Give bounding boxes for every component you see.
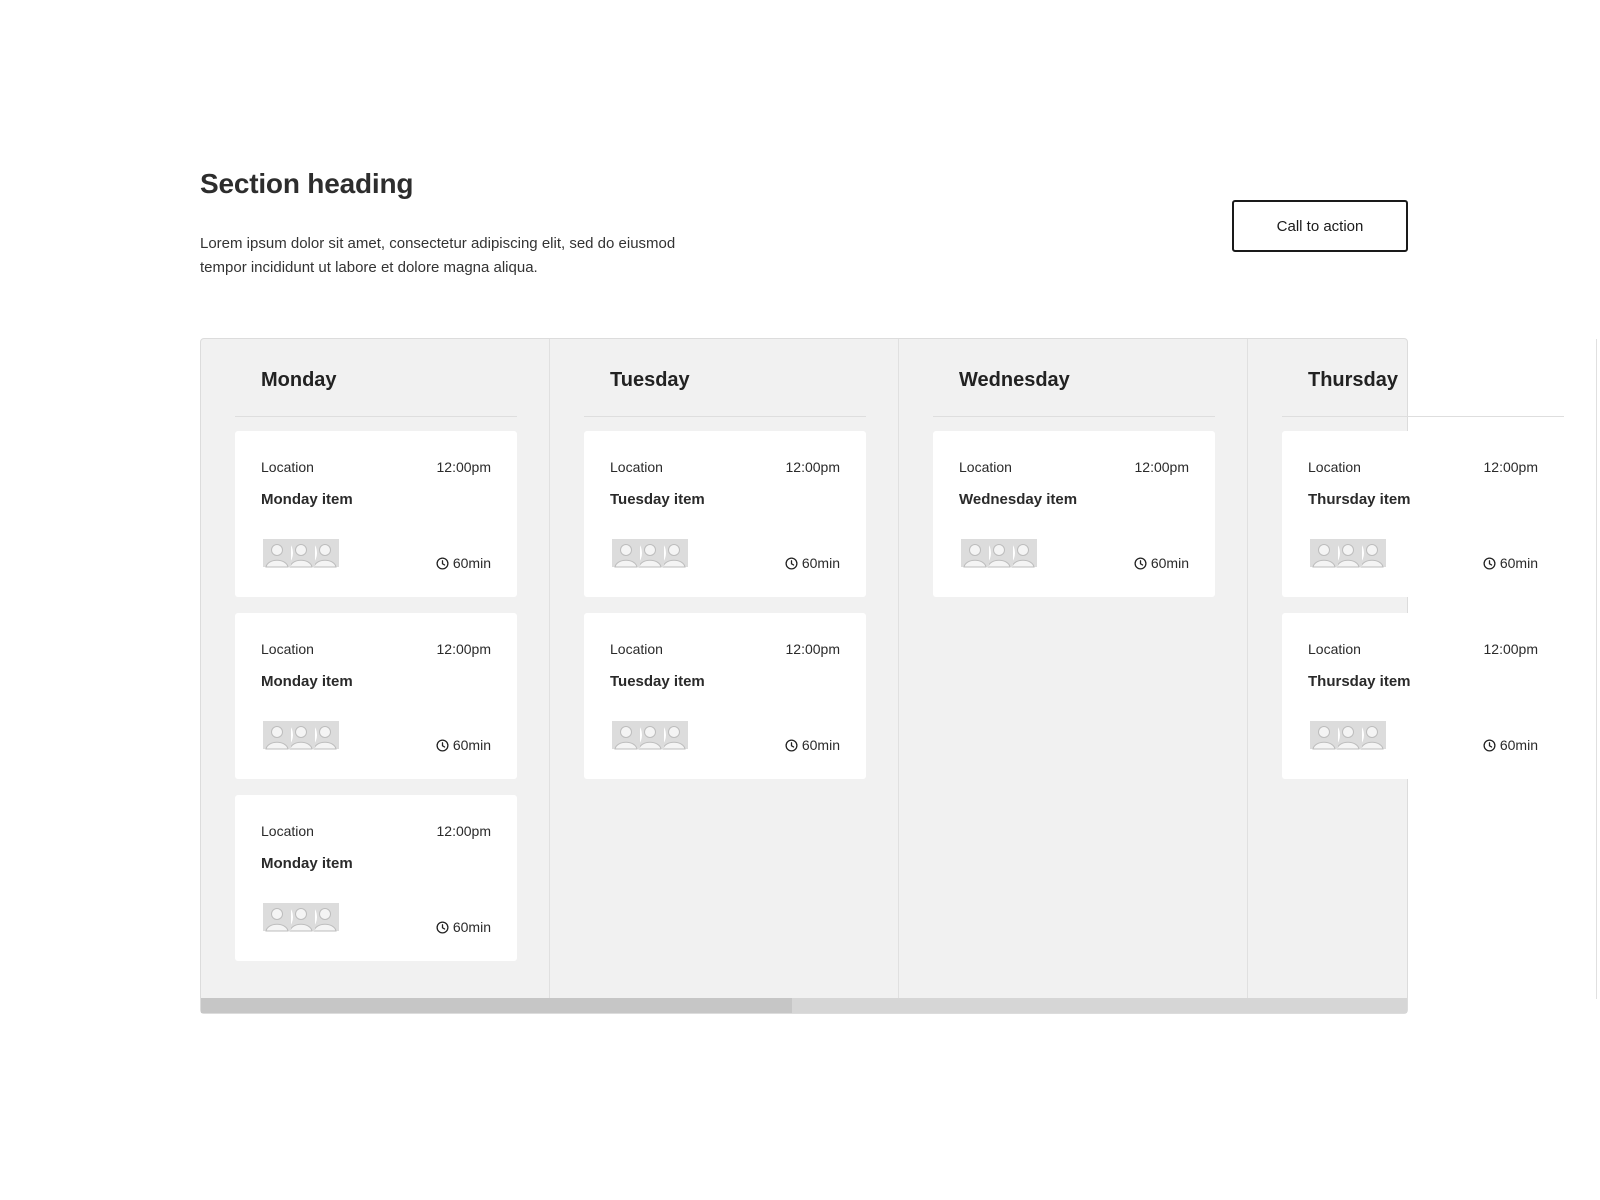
attendee-avatars [1308,537,1388,569]
card-title: Monday item [261,673,353,690]
section-header [200,168,1408,288]
card-title: Tuesday item [610,673,705,690]
duration-label: 60min [801,555,840,571]
card-location: Location [610,459,663,475]
duration-label: 60min [452,555,491,571]
clock-icon [1134,557,1147,570]
attendee-avatars [610,719,690,751]
day-columns [201,339,1538,999]
attendee-avatars [959,537,1039,569]
call-to-action-button[interactable]: Call to action [1232,200,1408,252]
clock-icon [1483,557,1496,570]
duration-label: 60min [452,919,491,935]
card-location: Location [261,459,314,475]
schedule-card[interactable] [1282,613,1564,779]
card-time: 12:00pm [436,823,491,839]
attendee-avatars [261,719,341,751]
schedule-card[interactable] [235,795,517,961]
card-time: 12:00pm [436,459,491,475]
attendee-avatars [261,537,341,569]
clock-icon [436,739,449,752]
day-column-header [1282,339,1564,417]
card-duration [1134,555,1189,571]
avatar-placeholder-icon [261,901,293,933]
attendee-avatars [1308,719,1388,751]
card-title: Thursday item [1308,673,1411,690]
day-title: Wednesday [959,369,1070,391]
card-time: 12:00pm [1483,459,1538,475]
card-location: Location [261,823,314,839]
section-description: Lorem ipsum dolor sit amet, consectetur adipiscing elit, sed do eiusmod tempor incididunt ut labore et dolore magna aliqua. [200,235,676,276]
schedule-card[interactable] [933,431,1215,597]
day-column-monday [201,339,550,999]
schedule-board[interactable] [200,338,1538,1014]
card-duration [436,555,491,571]
avatar-placeholder-icon [959,537,991,569]
card-title: Monday item [261,491,353,508]
schedule-card[interactable] [235,431,517,597]
avatar-placeholder-icon [1308,719,1340,751]
schedule-card[interactable] [1282,431,1564,597]
card-time: 12:00pm [1134,459,1189,475]
section-heading: Section heading [200,168,414,199]
duration-label: 60min [1499,555,1538,571]
avatar-placeholder-icon [1308,537,1340,569]
day-column-header [584,339,866,417]
card-title: Wednesday item [959,491,1078,508]
duration-label: 60min [801,737,840,753]
card-duration [785,555,840,571]
card-title: Monday item [261,855,353,872]
day-column-tuesday [550,339,899,999]
avatar-placeholder-icon [610,537,642,569]
avatar-placeholder-icon [261,537,293,569]
clock-icon [436,921,449,934]
clock-icon [785,739,798,752]
card-location: Location [959,459,1012,475]
card-location: Location [1308,459,1361,475]
attendee-avatars [610,537,690,569]
day-column-header [235,339,517,417]
avatar-placeholder-icon [261,719,293,751]
day-title: Monday [261,369,337,391]
card-duration [1483,555,1538,571]
clock-icon [785,557,798,570]
card-title: Thursday item [1308,491,1411,508]
card-duration [436,919,491,935]
horizontal-scrollbar[interactable] [201,998,1407,1013]
day-column-wednesday [899,339,1248,999]
card-location: Location [1308,641,1361,657]
card-duration [785,737,840,753]
duration-label: 60min [1499,737,1538,753]
day-title: Thursday [1308,369,1399,391]
clock-icon [1483,739,1496,752]
day-title: Tuesday [610,369,690,391]
card-location: Location [610,641,663,657]
day-column-header [933,339,1215,417]
schedule-card[interactable] [235,613,517,779]
scrollbar-thumb[interactable] [201,998,792,1013]
schedule-card[interactable] [584,431,866,597]
card-location: Location [261,641,314,657]
avatar-placeholder-icon [610,719,642,751]
day-column-thursday [1248,339,1597,999]
card-time: 12:00pm [785,641,840,657]
clock-icon [436,557,449,570]
duration-label: 60min [1150,555,1189,571]
card-duration [1483,737,1538,753]
attendee-avatars [261,901,341,933]
schedule-card[interactable] [584,613,866,779]
card-title: Tuesday item [610,491,705,508]
card-time: 12:00pm [785,459,840,475]
duration-label: 60min [452,737,491,753]
card-duration [436,737,491,753]
card-time: 12:00pm [1483,641,1538,657]
card-time: 12:00pm [436,641,491,657]
